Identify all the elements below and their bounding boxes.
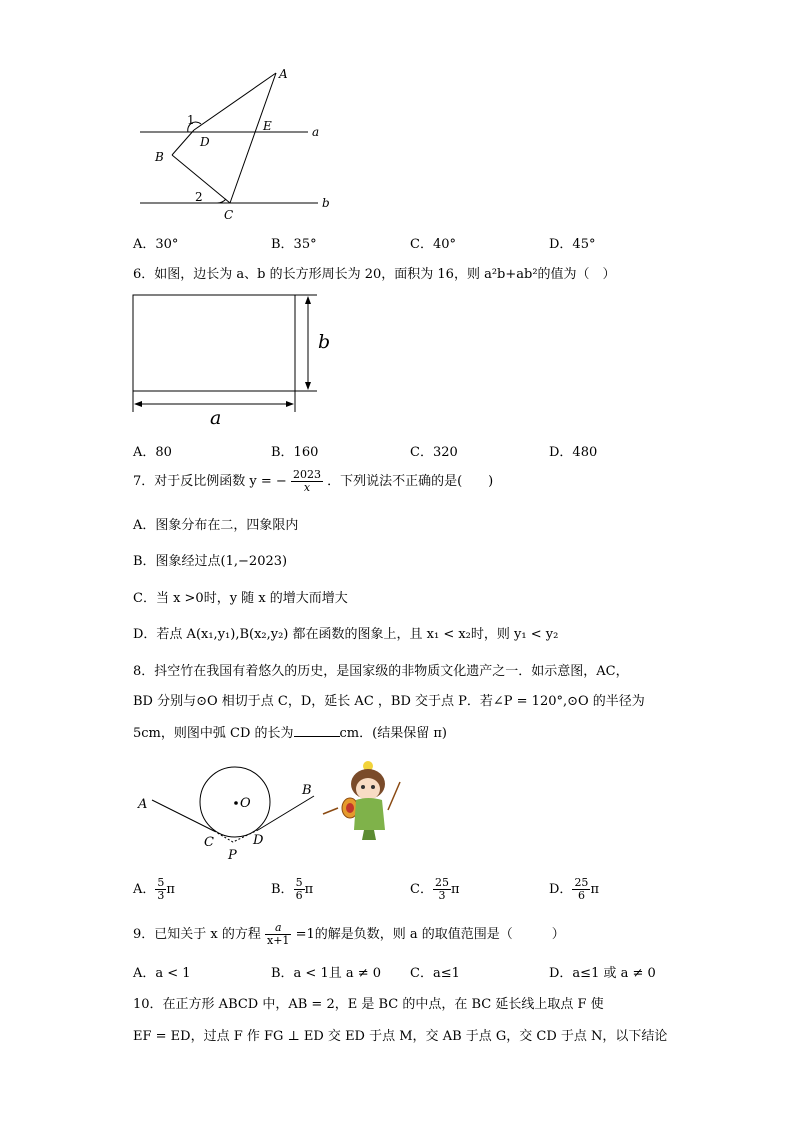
q8-option-a[interactable] bbox=[133, 877, 175, 902]
label-a-point: A bbox=[279, 67, 288, 81]
segment-db bbox=[172, 130, 194, 155]
q8-option-d-den: 6 bbox=[577, 889, 585, 902]
q5-figure bbox=[130, 60, 350, 225]
label-a: a bbox=[210, 407, 222, 429]
q6-stem: 6．如图，边长为 a、b 的长方形周长为 20，面积为 16，则 a²b+ab²的值为（ ） bbox=[133, 267, 616, 282]
q7-option-d[interactable]: D．若点 A(x₁,y₁),B(x₂,y₂) 都在函数的图象上，且 x₁ < x₂时，则 y₁ < y₂ bbox=[133, 627, 559, 642]
label-c: C bbox=[204, 835, 214, 850]
q6-option-a[interactable]: A．80 bbox=[133, 445, 172, 460]
q8-option-c-num: 25 bbox=[434, 876, 449, 889]
q8-option-b-fraction bbox=[294, 877, 305, 902]
q8-option-c-prefix: C． bbox=[410, 882, 433, 897]
label-a: A bbox=[138, 797, 148, 812]
label-o: O bbox=[240, 796, 251, 811]
q8-line3 bbox=[133, 722, 447, 741]
q8-option-c-den: 3 bbox=[438, 889, 446, 902]
q9-option-c[interactable]: C．a≤1 bbox=[410, 966, 460, 981]
tangent-bd bbox=[258, 796, 314, 830]
extension-dashes bbox=[214, 830, 258, 842]
q8-option-b[interactable] bbox=[271, 877, 313, 902]
q8-line1: 8．抖空竹在我国有着悠久的历史，是国家级的非物质文化遗产之一．如示意图，AC， bbox=[133, 664, 629, 679]
label-2: 2 bbox=[195, 190, 203, 204]
q8-figure bbox=[130, 752, 410, 864]
q6-options bbox=[133, 441, 753, 461]
label-e: E bbox=[263, 119, 272, 133]
q9-frac-den: x+1 bbox=[267, 934, 290, 947]
q8-option-a-pi: π bbox=[166, 882, 175, 897]
q6-figure bbox=[128, 288, 348, 430]
q9-frac-num: a bbox=[265, 922, 291, 935]
q7-stem-before: 7．对于反比例函数 y = − bbox=[133, 474, 287, 489]
q8-option-d-fraction bbox=[572, 877, 590, 902]
q8-option-d-num: 25 bbox=[574, 876, 589, 889]
q9-option-d[interactable]: D．a≤1 或 a ≠ 0 bbox=[549, 966, 656, 981]
q7-fraction bbox=[291, 469, 323, 494]
q7-option-a[interactable]: A．图象分布在二，四象限内 bbox=[133, 518, 299, 533]
label-line-b: b bbox=[322, 196, 330, 210]
center-point bbox=[234, 801, 238, 805]
segment-ac bbox=[230, 73, 276, 203]
q8-option-b-num: 5 bbox=[295, 876, 303, 889]
q7-frac-den: x bbox=[303, 481, 311, 494]
label-1: 1 bbox=[187, 113, 195, 127]
q8-option-c-pi: π bbox=[450, 882, 460, 897]
rectangle bbox=[133, 295, 295, 391]
label-d: D bbox=[200, 135, 210, 149]
q9-option-a[interactable]: A．a < 1 bbox=[133, 966, 191, 981]
q9-fraction bbox=[265, 922, 291, 947]
q8-line3-before: 5cm，则图中弧 CD 的长为 bbox=[133, 726, 294, 741]
q7-frac-num: 2023 bbox=[292, 468, 321, 481]
q7-stem bbox=[133, 469, 493, 494]
label-b: b bbox=[318, 331, 331, 353]
label-p: P bbox=[228, 848, 237, 863]
q8-option-b-den: 6 bbox=[295, 889, 303, 902]
answer-blank[interactable] bbox=[294, 724, 340, 737]
cartoon-girl-illustration bbox=[323, 761, 400, 840]
q8-option-a-fraction bbox=[155, 877, 166, 902]
q6-option-c[interactable]: C．320 bbox=[410, 445, 458, 460]
q8-line3-after: cm．(结果保留 π) bbox=[339, 726, 447, 741]
label-b: B bbox=[302, 783, 312, 798]
label-line-a: a bbox=[312, 125, 320, 139]
q6-option-b[interactable]: B．160 bbox=[271, 445, 319, 460]
q10-line2: EF = ED，过点 F 作 FG ⊥ ED 交 ED 于点 M，交 AB 于点 G，交 CD 于点 N，以下结论 bbox=[133, 1029, 668, 1044]
q8-option-d-pi: π bbox=[590, 882, 599, 897]
q7-stem-after: ．下列说法不正确的是( ) bbox=[327, 474, 494, 489]
angle-2-arc bbox=[216, 199, 226, 203]
label-b-point: B bbox=[155, 150, 164, 164]
q9-options bbox=[133, 962, 753, 982]
q8-line2: BD 分别与⊙O 相切于点 C，D，延长 AC ，BD 交于点 P．若∠P = 120°,⊙O 的半径为 bbox=[133, 694, 645, 709]
q9-stem-before: 9．已知关于 x 的方程 bbox=[133, 927, 261, 942]
q9-option-b[interactable]: B．a < 1且 a ≠ 0 bbox=[271, 966, 382, 981]
q8-option-c-fraction bbox=[433, 877, 451, 902]
q8-option-b-pi: π bbox=[304, 882, 314, 897]
q8-option-c[interactable] bbox=[410, 877, 460, 902]
q5-options bbox=[133, 233, 753, 253]
q5-option-b[interactable]: B．35° bbox=[271, 237, 317, 252]
q8-option-d[interactable] bbox=[549, 877, 599, 902]
q5-option-c[interactable]: C．40° bbox=[410, 237, 456, 252]
tangent-ac bbox=[152, 800, 214, 831]
q7-option-c[interactable]: C．当 x >0时，y 随 x 的增大而增大 bbox=[133, 591, 348, 606]
q8-option-a-den: 3 bbox=[157, 889, 165, 902]
q8-option-a-num: 5 bbox=[157, 876, 165, 889]
label-c: C bbox=[224, 208, 234, 222]
label-d: D bbox=[253, 833, 264, 848]
q8-option-a-prefix: A． bbox=[133, 882, 156, 897]
q9-stem bbox=[133, 922, 565, 947]
q9-stem-after: =1的解是负数，则 a 的取值范围是（ ） bbox=[295, 927, 565, 942]
q10-line1: 10．在正方形 ABCD 中，AB = 2，E 是 BC 的中点，在 BC 延长线上取点 F 使 bbox=[133, 997, 604, 1012]
q8-options bbox=[133, 877, 753, 911]
q7-option-b[interactable]: B．图象经过点(1,−2023) bbox=[133, 554, 288, 569]
q6-option-d[interactable]: D．480 bbox=[549, 445, 598, 460]
q5-option-d[interactable]: D．45° bbox=[549, 237, 596, 252]
q5-option-a[interactable]: A．30° bbox=[133, 237, 179, 252]
q8-option-d-prefix: D． bbox=[549, 882, 573, 897]
q8-option-b-prefix: B． bbox=[271, 882, 294, 897]
